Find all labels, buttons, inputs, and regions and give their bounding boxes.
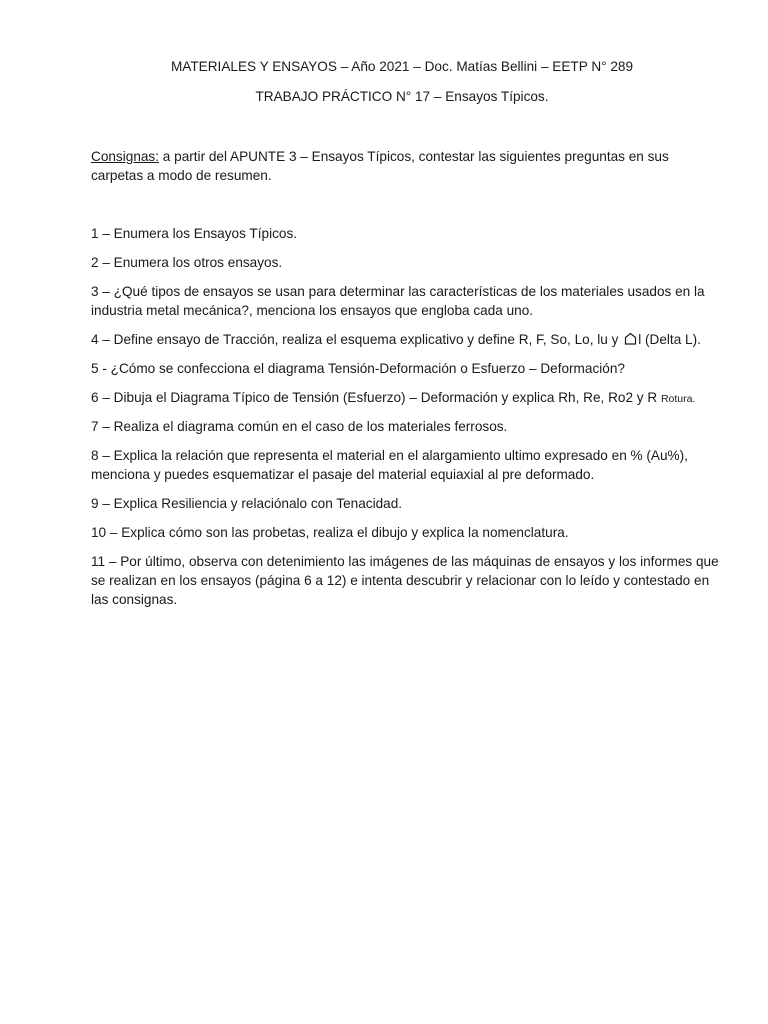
question-4-text-start: 4 – Define ensayo de Tracción, realiza el esquema explicativo y define R, F, So, Lo, lu y: [91, 332, 623, 347]
question-4-text-end: l (Delta L).: [638, 332, 701, 347]
consignas-label: Consignas:: [91, 149, 160, 164]
question-5: 5 - ¿Cómo se confecciona el diagrama Tensión-Deformación o Esfuerzo – Deformación?: [91, 361, 625, 376]
question-6-rotura: Rotura.: [660, 393, 696, 405]
question-9: 9 – Explica Resiliencia y relaciónalo con Tenacidad.: [91, 496, 403, 511]
question-10: 10 – Explica cómo son las probetas, realiza el dibujo y explica la nomenclatura.: [91, 525, 569, 540]
question-8: 8 – Explica la relación que representa el material en el alargamiento ultimo expresado en % (Au%), menciona y puedes esquematizar el pasaje del material equiaxial al pre deformado.: [91, 448, 688, 482]
document-header-assignment: TRABAJO PRÁCTICO N° 17 – Ensayos Típicos.: [255, 89, 549, 104]
delta-house-icon: [624, 332, 637, 345]
question-6-text-mid: y R: [633, 390, 661, 405]
consignas-text: a partir del APUNTE 3 – Ensayos Típicos, contestar las siguientes preguntas en sus carpetas a modo de resumen.: [91, 149, 669, 183]
question-1: 1 – Enumera los Ensayos Típicos.: [91, 226, 298, 241]
question-6-ro2: Ro2: [608, 390, 633, 405]
document-header-course: MATERIALES Y ENSAYOS – Año 2021 – Doc. Matías Bellini – EETP N° 289: [170, 59, 634, 74]
question-6: [91, 388, 721, 409]
question-11: 11 – Por último, observa con detenimiento las imágenes de las máquinas de ensayos y los informes que se realizan en los ensayos (página 6 a 12) e intenta descubrir y relacionar con lo leído y contestado en las consignas.: [91, 554, 719, 607]
question-2: 2 – Enumera los otros ensayos.: [91, 255, 283, 270]
question-4: [91, 330, 721, 349]
question-7: 7 – Realiza el diagrama común en el caso de los materiales ferrosos.: [91, 419, 508, 434]
consignas-paragraph: [91, 147, 721, 185]
question-6-text-start: 6 – Dibuja el Diagrama Típico de Tensión (Esfuerzo) – Deformación y explica Rh, Re,: [91, 390, 609, 405]
question-3: 3 – ¿Qué tipos de ensayos se usan para determinar las características de los materiales usados en la industria metal mecánica?, menciona los ensayos que engloba cada uno.: [91, 284, 705, 318]
